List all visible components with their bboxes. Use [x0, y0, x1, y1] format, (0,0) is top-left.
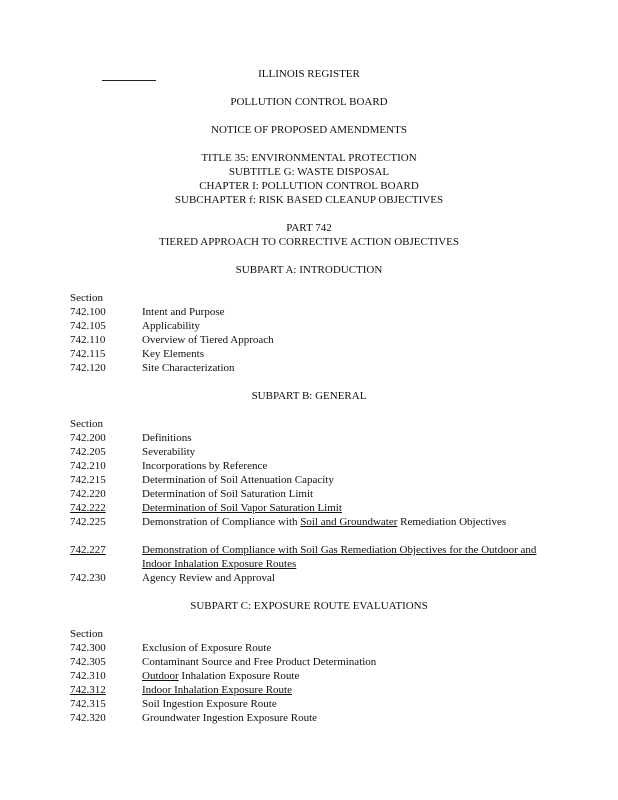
section-number: 742.105 — [70, 320, 106, 332]
subtitle-heading: SUBTITLE G: WASTE DISPOSAL — [228, 166, 390, 178]
title-part: Demonstration of Compliance with — [142, 516, 301, 528]
section-title — [142, 515, 542, 529]
section-number: 742.215 — [70, 474, 106, 486]
section-number: 742.312 — [70, 684, 106, 696]
section-title: Exclusion of Exposure Route — [142, 642, 272, 654]
title-part: Inhalation Exposure Route — [178, 670, 300, 682]
section-title: Agency Review and Approval — [142, 572, 275, 584]
section-number: 742.115 — [70, 348, 106, 360]
chapter-heading: CHAPTER I: POLLUTION CONTROL BOARD — [199, 180, 419, 192]
title-part: Remediation Objectives — [397, 516, 507, 528]
title-part-underlined: Outdoor — [142, 670, 179, 682]
section-number: 742.120 — [70, 362, 106, 374]
section-title: Determination of Soil Saturation Limit — [142, 488, 314, 500]
section-title: Site Characterization — [142, 362, 235, 374]
section-number: 742.230 — [70, 572, 106, 584]
section-number: 742.205 — [70, 446, 106, 458]
section-title: Determination of Soil Attenuation Capacity — [142, 474, 334, 486]
section-number: 742.320 — [70, 712, 106, 724]
section-title: Groundwater Ingestion Exposure Route — [142, 712, 318, 724]
title-part-underlined: Soil and Groundwater — [300, 516, 398, 528]
section-title: Contaminant Source and Free Product Determination — [142, 656, 377, 668]
subchapter-heading: SUBCHAPTER f: RISK BASED CLEANUP OBJECTIVES — [174, 194, 444, 206]
section-label: Section — [70, 628, 103, 640]
section-number: 742.315 — [70, 698, 106, 710]
section-title: Demonstration of Compliance with Soil Gas Remediation Objectives for the Outdoor and Indoor Inhalation Exposure Routes — [142, 544, 537, 570]
section-number: 742.200 — [70, 432, 106, 444]
section-number: 742.210 — [70, 460, 106, 472]
subpart-b-heading: SUBPART B: GENERAL — [251, 390, 367, 402]
part-name: TIERED APPROACH TO CORRECTIVE ACTION OBJECTIVES — [159, 236, 459, 248]
notice-title: NOTICE OF PROPOSED AMENDMENTS — [211, 124, 407, 136]
section-title: Overview of Tiered Approach — [142, 334, 274, 346]
section-title: Intent and Purpose — [142, 306, 225, 318]
section-number: 742.222 — [70, 502, 106, 514]
section-label: Section — [70, 292, 103, 304]
title-heading: TITLE 35: ENVIRONMENTAL PROTECTION — [201, 152, 417, 164]
section-title: Soil Ingestion Exposure Route — [142, 698, 277, 710]
subpart-c-heading: SUBPART C: EXPOSURE ROUTE EVALUATIONS — [190, 600, 428, 612]
section-title: Severability — [142, 446, 196, 458]
board-title: POLLUTION CONTROL BOARD — [230, 96, 388, 108]
section-number: 742.300 — [70, 642, 106, 654]
section-number: 742.305 — [70, 656, 106, 668]
section-title: Incorporations by Reference — [142, 460, 268, 472]
part-number: PART 742 — [286, 222, 332, 234]
section-title — [142, 669, 542, 683]
section-number: 742.100 — [70, 306, 106, 318]
section-number: 742.110 — [70, 334, 106, 346]
section-title: Determination of Soil Vapor Saturation Limit — [142, 502, 342, 514]
section-title: Definitions — [142, 432, 192, 444]
section-label: Section — [70, 418, 103, 430]
section-title: Applicability — [142, 320, 201, 332]
section-number: 742.220 — [70, 488, 106, 500]
section-title: Indoor Inhalation Exposure Route — [142, 684, 292, 696]
section-title: Key Elements — [142, 348, 205, 360]
subpart-a-heading: SUBPART A: INTRODUCTION — [235, 264, 383, 276]
section-number: 742.225 — [70, 516, 106, 528]
section-number: 742.310 — [70, 670, 106, 682]
section-number: 742.227 — [70, 544, 106, 556]
register-title: ILLINOIS REGISTER — [258, 68, 360, 80]
